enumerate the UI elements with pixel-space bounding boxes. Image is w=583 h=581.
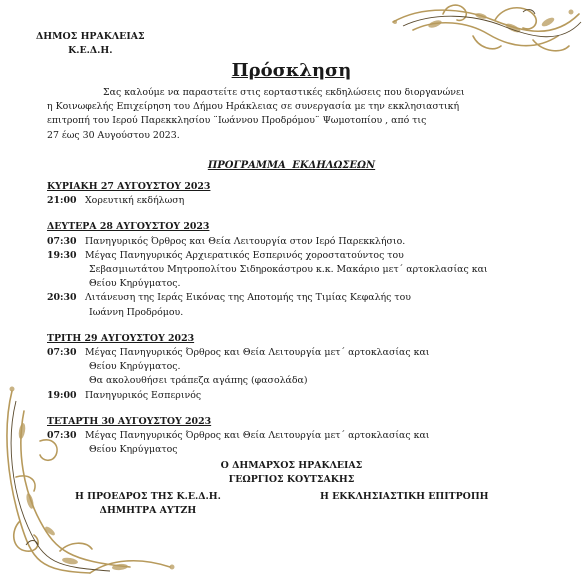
- schedule-event: [47, 346, 547, 389]
- schedule-event: [47, 389, 547, 403]
- president-signature-block: [75, 490, 221, 518]
- event-time: 07:30: [47, 347, 77, 359]
- municipality-name: ΔΗΜΟΣ ΗΡΑΚΛΕΙΑΣ: [36, 31, 145, 42]
- event-description: Μέγας Πανηγυρικός Αρχιερατικός Εσπερινός χοροστατούντος του: [85, 249, 404, 261]
- schedule-event: [47, 249, 547, 292]
- event-description: Θείου Κηρύγματος: [89, 444, 178, 456]
- event-description: Μέγας Πανηγυρικός Όρθρος και Θεία Λειτουργία μετ΄ αρτοκλασίας και: [85, 430, 430, 442]
- day-heading: ΚΥΡΙΑΚΗ 27 ΑΥΓΟΥΣΤΟΥ 2023: [47, 181, 211, 192]
- mayor-name: ΓΕΩΡΓΙΟΣ ΚΟΥΤΣΑΚΗΣ: [228, 474, 355, 485]
- mayor-title: Ο ΔΗΜΑΡΧΟΣ ΗΡΑΚΛΕΙΑΣ: [220, 460, 363, 471]
- day-heading: ΤΡΙΤΗ 29 ΑΥΓΟΥΣΤΟΥ 2023: [47, 332, 195, 344]
- event-description: Θα ακολουθήσει τράπεζα αγάπης (φασολάδα): [89, 375, 308, 387]
- event-time: 20:30: [47, 292, 77, 304]
- schedule-day: [47, 180, 547, 208]
- committee-title: Η ΕΚΚΛΗΣΙΑΣΤΙΚΗ ΕΠΙΤΡΟΠΗ: [320, 491, 489, 502]
- schedule-event: [47, 291, 547, 319]
- president-name: ΔΗΜΗΤΡΑ ΑΥΤΖΗ: [99, 505, 197, 516]
- mayor-signature-block: [0, 459, 583, 487]
- event-description: Θείου Κηρύγματος.: [89, 361, 181, 373]
- event-description: Ιωάννη Προδρόμου.: [89, 306, 184, 318]
- schedule-event: [47, 235, 547, 249]
- event-time: 19:00: [47, 389, 77, 401]
- intro-line: 27 έως 30 Αυγούστου 2023.: [47, 129, 180, 141]
- committee-signature-block: [320, 490, 489, 504]
- page-title: Πρόσκληση: [231, 60, 352, 81]
- event-description: Λιτάνευση της Ιεράς Εικόνας της Αποτομής της Τιμίας Κεφαλής του: [85, 292, 411, 304]
- organization-header: [36, 30, 145, 58]
- day-heading: ΤΕΤΑΡΤΗ 30 ΑΥΓΟΥΣΤΟΥ 2023: [47, 415, 212, 427]
- schedule-day: [47, 220, 547, 319]
- day-heading: ΔΕΥΤΕΡΑ 28 ΑΥΓΟΥΣΤΟΥ 2023: [47, 221, 210, 233]
- event-description: Χορευτική εκδήλωση: [85, 195, 185, 207]
- event-time: 07:30: [47, 235, 77, 247]
- event-description: Θείου Κηρύγματος.: [89, 278, 181, 290]
- enterprise-abbrev: Κ.Ε.Δ.Η.: [68, 45, 113, 56]
- intro-line: επιτροπή του Ιερού Παρεκκλησίου ¨Ιωάννου Προδρόμου¨ Ψωμοτοπίου , από τις: [47, 115, 427, 127]
- event-description: Μέγας Πανηγυρικός Όρθρος και Θεία Λειτουργία μετ΄ αρτοκλασίας και: [85, 347, 430, 359]
- event-time: 19:30: [47, 249, 77, 261]
- intro-paragraph: [47, 86, 517, 143]
- president-title: Η ΠΡΟΕΔΡΟΣ ΤΗΣ Κ.Ε.Δ.Η.: [75, 491, 221, 502]
- intro-line: η Κοινωφελής Επιχείρηση του Δήμου Ηράκλειας σε συνεργασία με την εκκλησιαστική: [47, 101, 460, 113]
- intro-line: Σας καλούμε να παραστείτε στις εορταστικές εκδηλώσεις που διοργανώνει: [103, 87, 465, 98]
- event-description: Πανηγυρικός Εσπερινός: [85, 389, 202, 401]
- schedule-event: [47, 194, 547, 208]
- event-description: Σεβασμιωτάτου Μητροπολίτου Σιδηροκάστρου κ.κ. Μακάριο μετ΄ αρτοκλασίας και: [89, 264, 488, 276]
- program-title: ΠΡΟΓΡΑΜΜΑ ΕΚΔΗΛΩΣΕΩΝ: [207, 160, 376, 171]
- event-description: Πανηγυρικός Όρθρος και Θεία Λειτουργία στον Ιερό Παρεκκλήσιο.: [85, 235, 406, 247]
- event-time: 07:30: [47, 430, 77, 442]
- event-schedule: [47, 180, 547, 463]
- schedule-day: [47, 415, 547, 458]
- schedule-event: [47, 429, 547, 457]
- schedule-day: [47, 332, 547, 403]
- event-time: 21:00: [47, 195, 77, 207]
